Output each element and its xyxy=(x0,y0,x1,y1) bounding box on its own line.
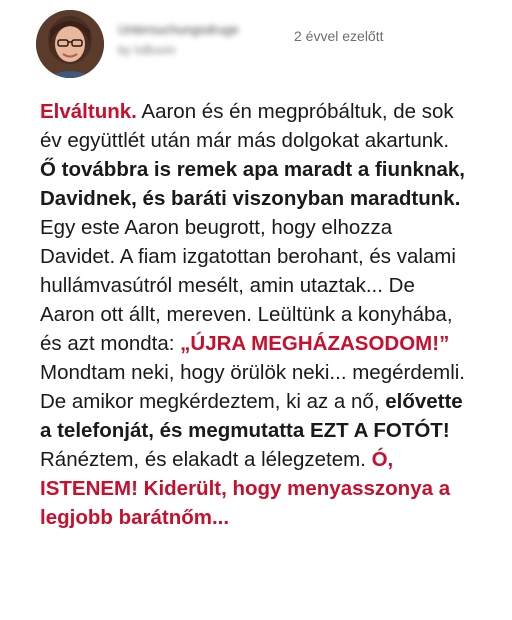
avatar[interactable] xyxy=(36,10,104,78)
post-timestamp: 2 évvel ezelőtt xyxy=(294,28,384,44)
story-segment-photo: elővette a telefonját, és megmutatta EZT A FOTÓT! xyxy=(40,390,463,442)
story-segment: Aaron és én megpróbáltuk, de sok év együttlét után már más dolgokat akartunk. xyxy=(40,100,454,152)
story-segment-reveal: Ó, ISTENEM! Kiderült, hogy menyasszonya a legjobb barátnőm... xyxy=(40,448,451,529)
story-segment: Egy este Aaron beugrott, hogy elhozza Davidet. A fiam izgatottan berohant, és valami hullámvasútról mesélt, amin utaztak... De Aaron ott állt, mereven. Leültünk a konyhába, és azt mondta: xyxy=(40,216,456,355)
story-segment-remarry-quote: „ÚJRA MEGHÁZASODOM!” xyxy=(180,332,450,355)
author-meta xyxy=(118,22,239,57)
comment-header xyxy=(36,8,476,88)
story-segment-father: Ő továbbra is remek apa maradt a fiunknak, Davidnek, és baráti viszonyban maradtunk. xyxy=(40,158,465,210)
story-segment: Mondtam neki, hogy örülök neki... megérdemli. De amikor megkérdeztem, ki az a nő, xyxy=(40,361,466,413)
story-segment-divorce: Elváltunk. xyxy=(40,100,137,123)
story-text xyxy=(40,97,470,532)
avatar-photo-icon xyxy=(36,10,104,78)
user-subline: by IoBuom xyxy=(118,43,176,57)
username[interactable]: Untersuchungsdruge xyxy=(118,22,239,37)
story-segment: Ránéztem, és elakadt a lélegzetem. xyxy=(40,448,372,471)
